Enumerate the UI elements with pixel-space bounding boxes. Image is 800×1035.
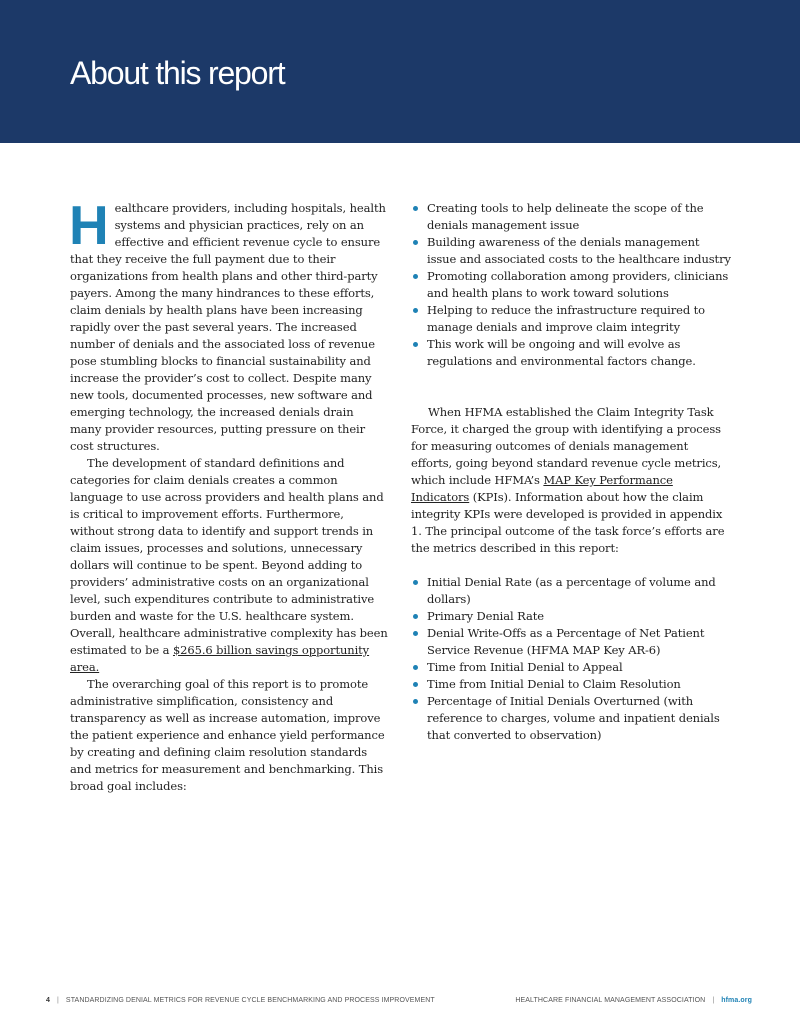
task-force-text-continued: (KPIs). Information about how the claim integrity KPIs were developed is provided in appendix 1. The principal outcome of the task force’s efforts are the metrics described in this report: [411,490,725,555]
bullet-icon [413,274,418,279]
bullet-icon [413,614,418,619]
goal-item-text: Building awareness of the denials management issue and associated costs to the healthcare industry [427,235,731,266]
report-title: STANDARDIZING DENIAL METRICS FOR REVENUE CYCLE BENCHMARKING AND PROCESS IMPROVEMENT [65,997,435,1004]
right-column [411,200,731,744]
bullet-icon [413,665,418,670]
goal-item-text: This work will be ongoing and will evolve as regulations and environmental factors change. [427,337,696,368]
goal-item-text: Creating tools to help delineate the scope of the denials management issue [427,201,704,232]
savings-opportunity-link[interactable]: $265.6 billion savings opportunity area. [70,643,370,674]
goal-item [411,302,731,336]
definitions-paragraph [70,455,388,676]
bullet-icon [413,699,418,704]
metric-item [411,625,731,659]
metric-item-text: Initial Denial Rate (as a percentage of volume and dollars) [427,575,716,606]
page-number: 4 [46,997,50,1004]
bullet-icon [413,206,418,211]
page-title: About this report [70,55,285,91]
goals-list [411,200,731,370]
bullet-icon [413,631,418,636]
metric-item-text: Time from Initial Denial to Claim Resolution [427,677,681,691]
drop-cap: H [69,194,109,256]
task-force-paragraph [411,404,731,557]
header-banner [0,0,800,143]
metric-item-text: Primary Denial Rate [427,609,544,623]
footer-separator: | [57,997,59,1004]
goal-item [411,234,731,268]
goal-item-text: Helping to reduce the infrastructure required to manage denials and improve claim integrity [427,303,706,334]
metrics-list [411,574,731,744]
metric-item-text: Denial Write-Offs as a Percentage of Net Patient Service Revenue (HFMA MAP Key AR-6) [427,626,705,657]
footer-right [515,997,752,1004]
bullet-icon [413,682,418,687]
goal-item [411,268,731,302]
metric-item-text: Time from Initial Denial to Appeal [427,660,623,674]
goal-item-text: Promoting collaboration among providers, clinicians and health plans to work toward solutions [427,269,729,300]
bullet-icon [413,240,418,245]
metric-item [411,693,731,744]
organization-name: HEALTHCARE FINANCIAL MANAGEMENT ASSOCIATION [515,997,706,1004]
metric-item [411,659,731,676]
goal-item [411,336,731,370]
metric-item [411,676,731,693]
page-footer [0,995,800,1009]
goal-item [411,200,731,234]
map-kpi-link[interactable]: MAP Key Performance Indicators [411,473,673,504]
metric-item [411,574,731,608]
task-force-text: When HFMA established the Claim Integrity Task Force, it charged the group with identifying a process for measuring outcomes of denials management efforts, going beyond standard revenue cycle metrics, which include HFMA’s [411,405,722,487]
left-column [69,194,388,795]
metric-item-text: Percentage of Initial Denials Overturned (with reference to charges, volume and inpatient denials that converted to observation) [427,694,720,742]
intro-paragraph [69,194,388,455]
website-link[interactable]: hfma.org [721,997,752,1004]
intro-text: ealthcare providers, including hospitals, health systems and physician practices, rely on an effective and efficient revenue cycle to ensure that they receive the full payment due to their organizations from health plans and other third-party payers. Among the many hindrances to these efforts, claim denials by health plans have been increasing rapidly over the past several years. The increased number of denials and the associated loss of revenue pose stumbling blocks to financial sustainability and increase the provider’s cost to collect. Despite many new tools, documented processes, new software and emerging technology, the increased denials drain many provider resources, putting pressure on their cost structures. [70,201,386,453]
goal-paragraph: The overarching goal of this report is to promote administrative simplification, consistency and transparency as well as increase automation, improve the patient experience and enhance yield performance by creating and defining claim resolution standards and metrics for measurement and benchmarking. This broad goal includes: [70,677,385,793]
bullet-icon [413,308,418,313]
footer-left [46,997,435,1004]
definitions-text: The development of standard definitions and categories for claim denials creates a common language to use across providers and health plans and is critical to improvement efforts. Furthermore, without strong data to identify and support trends in claim issues, processes and solutions, unnecessary dollars will continue to be spent. Beyond adding to providers’ administrative costs on an organizational level, such expenditures contribute to administrative burden and waste for the U.S. healthcare system. Overall, healthcare administrative complexity has been estimated to be a [70,456,388,657]
bullet-icon [413,580,418,585]
footer-separator: | [712,997,715,1004]
bullet-icon [413,342,418,347]
metric-item [411,608,731,625]
